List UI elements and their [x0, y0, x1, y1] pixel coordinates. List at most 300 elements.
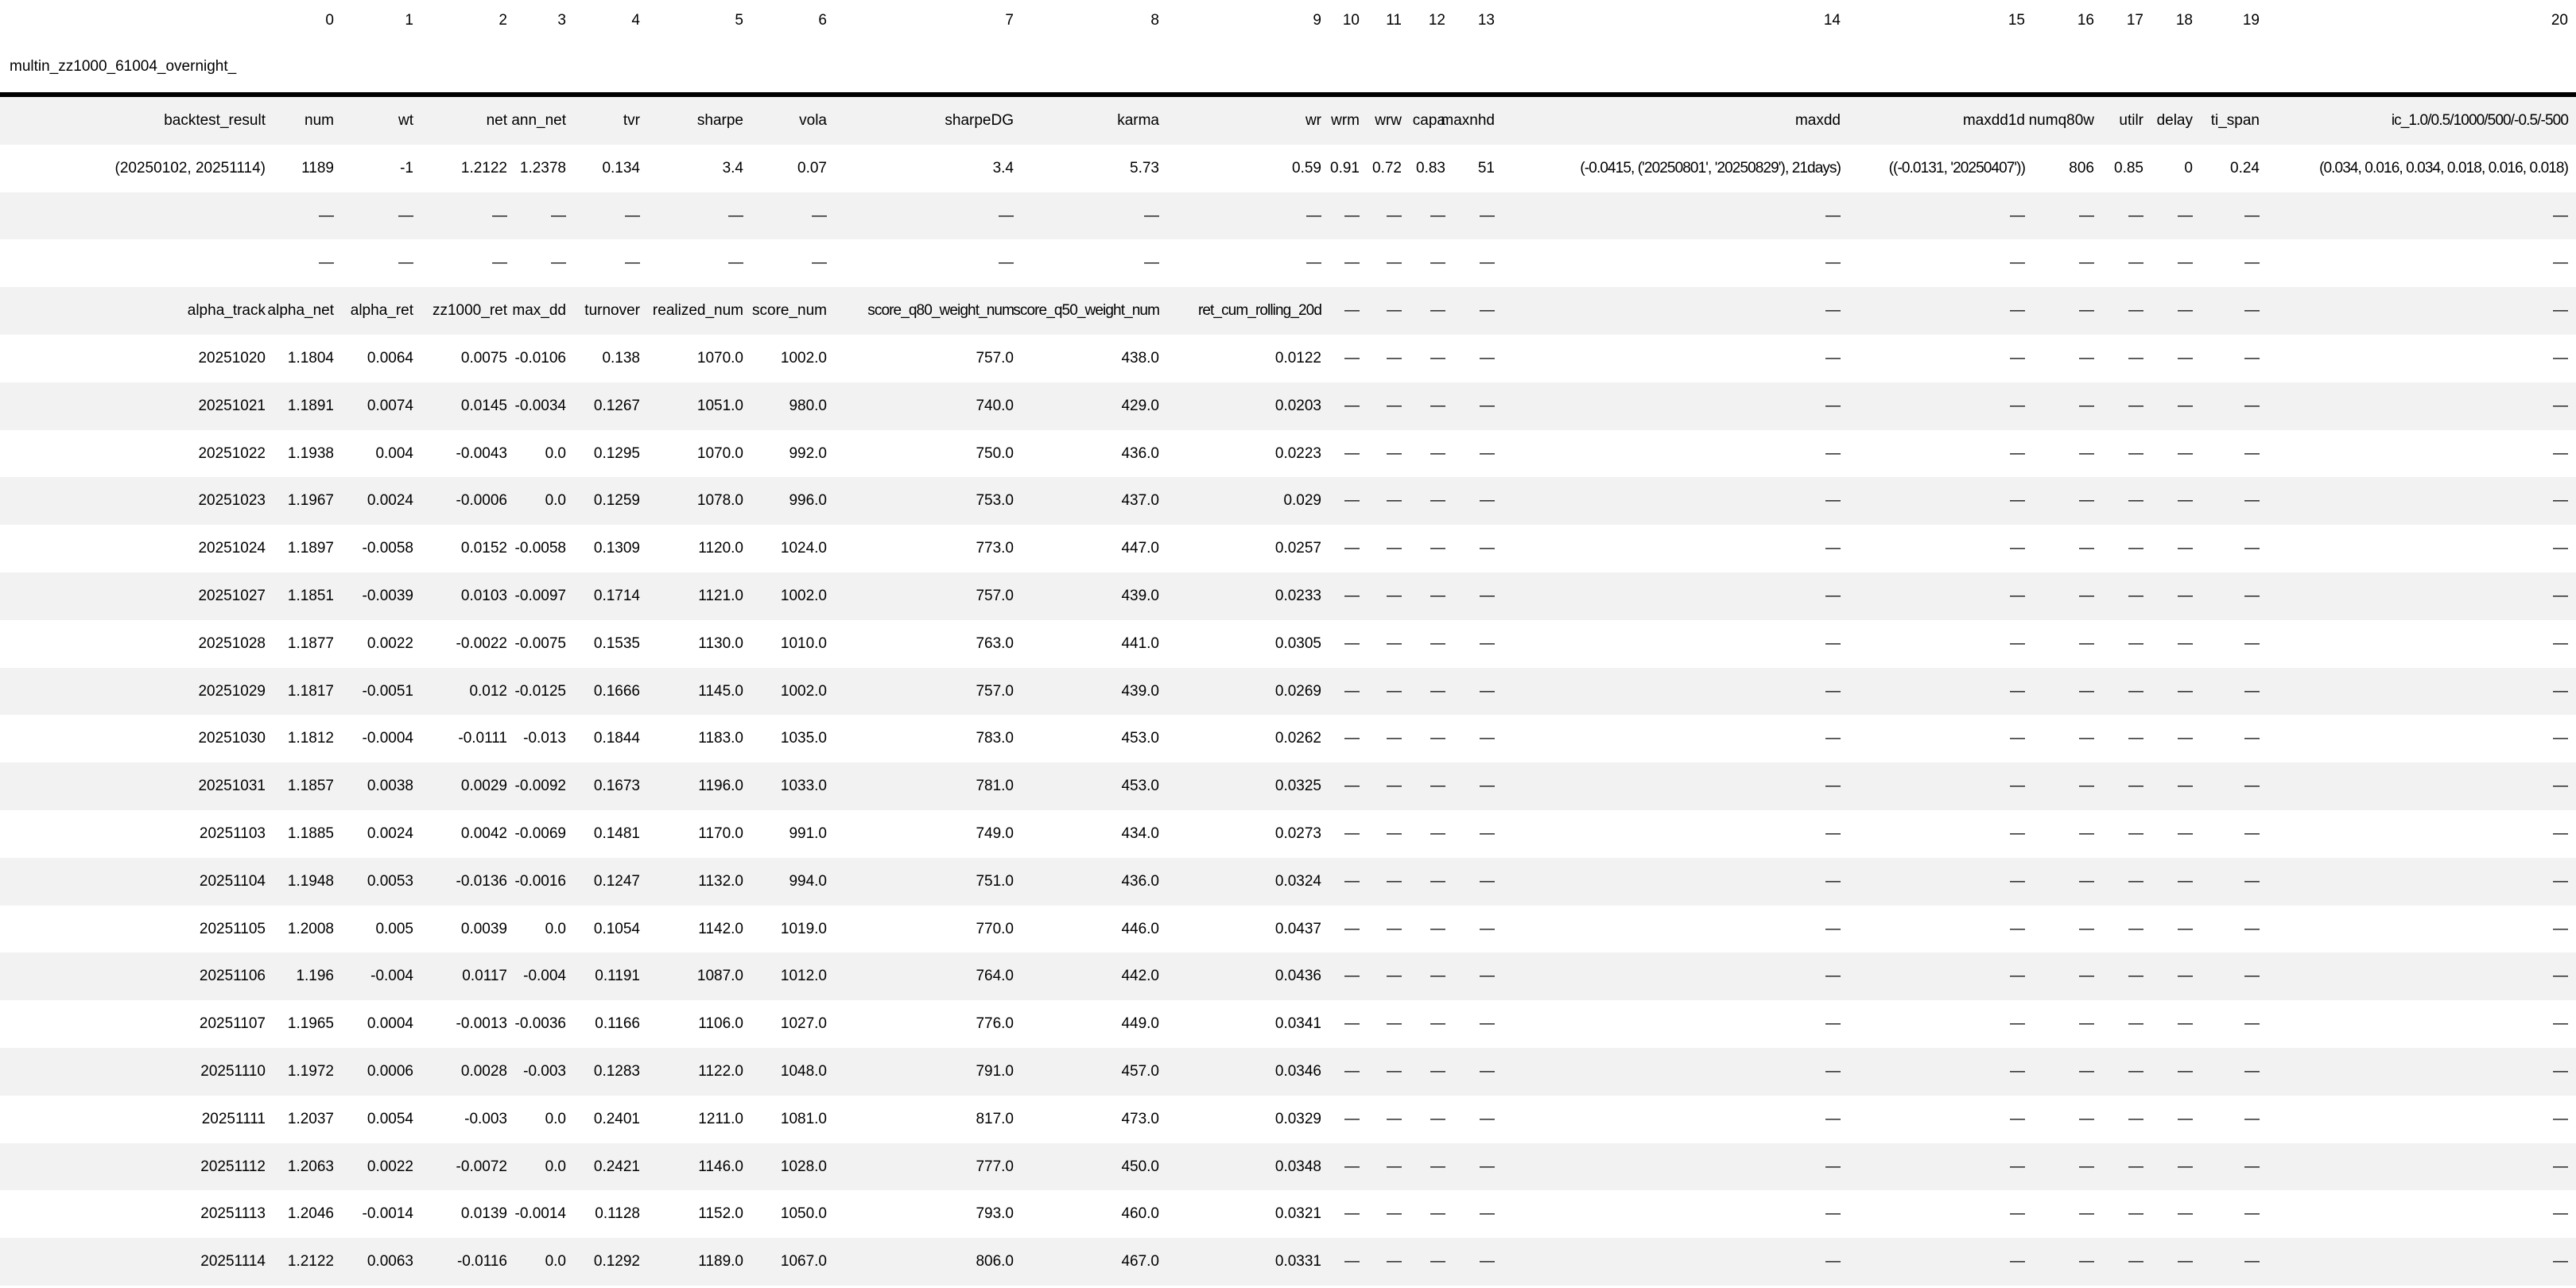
cell-value: 453.0 — [1121, 778, 1159, 795]
cell-value: wrw — [1375, 112, 1402, 129]
data-cell — [1453, 715, 1503, 762]
cell-value: 438.0 — [1121, 349, 1159, 367]
data-cell — [1368, 762, 1410, 810]
cell-value: — — [1387, 920, 1402, 937]
data-cell — [421, 1096, 515, 1143]
row-index: 20251106 — [199, 968, 266, 985]
data-cell — [1329, 525, 1368, 572]
data-cell — [2102, 239, 2151, 287]
data-cell — [2102, 668, 2151, 716]
data-cell — [421, 762, 515, 810]
cell-value: 0.0324 — [1274, 872, 1321, 890]
cell-value: — — [2244, 207, 2260, 224]
cell-value: — — [2079, 778, 2094, 795]
cell-value: — — [1480, 1205, 1495, 1223]
data-cell — [751, 572, 835, 620]
cell-value: — — [1430, 397, 1445, 414]
column-index: 4 — [631, 12, 640, 29]
data-cell — [2151, 335, 2201, 382]
cell-value: -0.0136 — [456, 872, 507, 890]
data-cell — [1329, 477, 1368, 525]
cell-value: — — [2553, 920, 2568, 937]
cell-value: — — [1344, 492, 1360, 510]
data-cell — [1022, 430, 1167, 478]
cell-value: -0.0111 — [458, 730, 507, 747]
data-cell — [1453, 525, 1503, 572]
data-cell — [835, 1190, 1022, 1238]
cell-value: 0.134 — [602, 159, 640, 177]
row-index: 20251112 — [200, 1158, 266, 1175]
table-row — [0, 762, 2576, 810]
data-cell — [1329, 762, 1368, 810]
cell-value: — — [1480, 778, 1495, 795]
data-cell — [1022, 620, 1167, 668]
row-index-cell — [0, 762, 278, 810]
cell-value: — — [2079, 824, 2094, 842]
cell-value: 1130.0 — [698, 634, 743, 652]
row-index: 20251022 — [198, 444, 266, 462]
data-cell — [278, 239, 342, 287]
data-cell — [1167, 145, 1329, 192]
data-cell — [648, 95, 751, 145]
row-index-cell — [0, 430, 278, 478]
cell-value: — — [492, 207, 507, 224]
data-cell — [278, 1190, 342, 1238]
data-cell — [421, 287, 515, 335]
row-index: 20251023 — [198, 492, 266, 510]
cell-value: -0.0039 — [362, 587, 413, 604]
cell-value: 0.0063 — [367, 1253, 413, 1271]
cell-value: — — [2178, 349, 2193, 367]
data-cell — [751, 382, 835, 430]
cell-value: 1051.0 — [696, 397, 743, 414]
data-cell — [1167, 525, 1329, 572]
cell-value: — — [2010, 302, 2025, 320]
data-cell — [1329, 239, 1368, 287]
cell-value: 0.1292 — [593, 1253, 640, 1271]
row-index-cell — [0, 810, 278, 858]
data-cell — [1503, 620, 1849, 668]
data-cell — [421, 668, 515, 716]
data-cell — [2102, 715, 2151, 762]
cell-value: — — [1344, 1015, 1360, 1033]
cell-value: — — [728, 207, 743, 224]
cell-value: maxdd1d — [1962, 112, 2025, 129]
row-index-cell — [0, 239, 278, 287]
data-cell — [1329, 430, 1368, 478]
cell-value: — — [1825, 634, 1841, 652]
cell-value: — — [1344, 778, 1360, 795]
cell-value: — — [2010, 730, 2025, 747]
cell-value: wt — [398, 112, 413, 129]
cell-value: — — [2244, 682, 2260, 700]
data-cell — [511, 95, 574, 145]
data-cell — [835, 810, 1022, 858]
cell-value: 750.0 — [976, 444, 1014, 462]
header-spacer-cell — [2102, 41, 2151, 95]
data-cell — [1849, 906, 2033, 953]
data-cell — [1167, 572, 1329, 620]
cell-value: 1120.0 — [698, 540, 743, 557]
cell-value: — — [1480, 540, 1495, 557]
data-cell — [648, 620, 751, 668]
cell-value: 1.2063 — [287, 1158, 334, 1175]
cell-value: 991.0 — [789, 824, 827, 842]
cell-value: — — [2178, 1253, 2193, 1271]
data-cell — [2201, 430, 2268, 478]
row-index: 20251020 — [198, 349, 266, 367]
data-cell — [421, 1143, 515, 1191]
data-cell — [574, 715, 648, 762]
data-cell — [1453, 1000, 1503, 1048]
cell-value: maxnhd — [1441, 112, 1495, 129]
table-row — [0, 525, 2576, 572]
data-cell — [1849, 810, 2033, 858]
cell-value: — — [2128, 634, 2143, 652]
data-cell — [1022, 952, 1167, 1000]
header-spacer-cell — [1849, 41, 2033, 95]
data-cell — [1329, 952, 1368, 1000]
column-index: 14 — [1823, 12, 1841, 29]
cell-value: — — [2010, 1015, 2025, 1033]
cell-value: — — [2244, 492, 2260, 510]
header-spacer-cell — [278, 41, 342, 95]
cell-value: — — [2553, 968, 2568, 985]
data-cell — [1503, 906, 1849, 953]
cell-value: — — [2128, 920, 2143, 937]
data-cell — [278, 335, 342, 382]
data-cell — [2268, 477, 2576, 525]
cell-value: — — [2128, 1205, 2143, 1223]
cell-value: -0.0043 — [456, 444, 507, 462]
cell-value: 1.1897 — [287, 540, 334, 557]
cell-value: — — [1430, 1110, 1445, 1127]
cell-value: — — [2010, 1205, 2025, 1223]
cell-value: — — [1387, 492, 1402, 510]
cell-value: — — [2128, 1062, 2143, 1080]
header-spacer-cell — [2033, 41, 2102, 95]
data-cell — [751, 952, 835, 1000]
cell-value: 0.0 — [545, 1158, 566, 1175]
data-cell — [1503, 1190, 1849, 1238]
data-cell — [278, 858, 342, 906]
data-cell — [1022, 1000, 1167, 1048]
data-cell — [1410, 525, 1453, 572]
cell-value: — — [2244, 1062, 2260, 1080]
data-cell — [2151, 858, 2201, 906]
cell-value: 436.0 — [1121, 872, 1159, 890]
data-cell — [2033, 668, 2102, 716]
cell-value: 51 — [1477, 159, 1495, 177]
cell-value: — — [1480, 397, 1495, 414]
cell-value: — — [398, 254, 413, 272]
cell-value: — — [1430, 778, 1445, 795]
data-cell — [1013, 287, 1167, 335]
cell-value: -0.0006 — [456, 492, 507, 510]
cell-value: — — [1825, 1253, 1841, 1271]
cell-value: 0.0039 — [460, 920, 507, 937]
cell-value: maxdd — [1794, 112, 1841, 129]
data-cell — [1167, 1000, 1329, 1048]
data-cell — [421, 95, 515, 145]
cell-value: — — [1144, 254, 1159, 272]
cell-value: 0.1267 — [593, 397, 640, 414]
cell-value: — — [1825, 444, 1841, 462]
data-cell — [1453, 1190, 1503, 1238]
cell-value: — — [812, 207, 827, 224]
cell-value: 806.0 — [976, 1253, 1014, 1271]
data-cell — [648, 335, 751, 382]
cell-value: — — [1387, 1062, 1402, 1080]
data-cell — [1849, 192, 2033, 240]
data-cell — [1368, 287, 1410, 335]
cell-value: — — [1387, 444, 1402, 462]
cell-value: — — [1344, 1062, 1360, 1080]
data-cell — [1503, 430, 1849, 478]
data-cell — [421, 1000, 515, 1048]
data-cell — [648, 1143, 751, 1191]
column-index-row — [0, 0, 2576, 41]
cell-value: -0.013 — [523, 730, 566, 747]
cell-value: — — [2178, 778, 2193, 795]
data-cell — [2033, 145, 2102, 192]
cell-value: 1.1972 — [287, 1062, 334, 1080]
table-row — [0, 810, 2576, 858]
data-cell — [515, 810, 574, 858]
column-index: 20 — [2551, 12, 2568, 29]
row-index: 20251114 — [200, 1253, 266, 1271]
table-row — [0, 335, 2576, 382]
cell-value: 0.0024 — [367, 492, 413, 510]
cell-value: — — [2553, 1062, 2568, 1080]
cell-value: net — [486, 112, 507, 129]
data-cell — [574, 382, 648, 430]
cell-value: — — [2010, 349, 2025, 367]
data-cell — [1329, 1048, 1368, 1096]
data-cell — [1368, 1143, 1410, 1191]
data-cell — [1368, 477, 1410, 525]
data-cell — [751, 1238, 835, 1286]
data-cell — [515, 192, 574, 240]
data-cell — [342, 858, 421, 906]
data-cell — [2151, 95, 2201, 145]
data-cell — [2201, 620, 2268, 668]
cell-value: — — [2178, 254, 2193, 272]
data-cell — [2033, 906, 2102, 953]
header-spacer-cell — [2268, 41, 2576, 95]
cell-value: — — [2128, 1015, 2143, 1033]
cell-value: 0.0152 — [460, 540, 507, 557]
data-cell — [515, 1238, 574, 1286]
data-cell — [2151, 620, 2201, 668]
data-cell — [1368, 95, 1410, 145]
cell-value: sharpeDG — [945, 112, 1014, 129]
data-cell — [835, 952, 1022, 1000]
cell-value: 0.0139 — [460, 1205, 507, 1223]
data-cell — [2033, 1000, 2102, 1048]
cell-value: — — [2128, 1158, 2143, 1175]
cell-value: 992.0 — [789, 444, 827, 462]
header-spacer-cell — [2151, 41, 2201, 95]
data-cell — [1849, 668, 2033, 716]
column-index: 7 — [1005, 12, 1014, 29]
data-cell — [1453, 1096, 1503, 1143]
header-spacer-cell — [2201, 41, 2268, 95]
cell-value: 1028.0 — [780, 1158, 827, 1175]
row-index: 20251029 — [198, 682, 266, 700]
cell-value: — — [1480, 254, 1495, 272]
cell-value: — — [2244, 587, 2260, 604]
cell-value: — — [1480, 920, 1495, 937]
header-spacer-cell — [835, 41, 1022, 95]
cell-value: -0.0051 — [362, 682, 413, 700]
data-cell — [1849, 430, 2033, 478]
cell-value: — — [2178, 682, 2193, 700]
data-cell — [1849, 287, 2033, 335]
row-index-cell — [0, 1143, 278, 1191]
cell-value: — — [2244, 254, 2260, 272]
row-index-cell — [0, 1238, 278, 1286]
cell-value: — — [1387, 1015, 1402, 1033]
data-cell — [751, 1048, 835, 1096]
column-index: 6 — [818, 12, 827, 29]
cell-value: 1070.0 — [696, 444, 743, 462]
data-cell — [2268, 1048, 2576, 1096]
cell-value: — — [2010, 540, 2025, 557]
data-cell — [835, 858, 1022, 906]
cell-value: — — [551, 254, 566, 272]
cell-value: — — [1430, 1015, 1445, 1033]
data-cell — [648, 477, 751, 525]
cell-value: 806 — [2069, 159, 2094, 177]
cell-value: -0.0075 — [514, 634, 566, 652]
cell-value: — — [1430, 1253, 1445, 1271]
data-cell — [1503, 572, 1849, 620]
data-cell — [2268, 335, 2576, 382]
table-row — [0, 620, 2576, 668]
data-cell — [2102, 1190, 2151, 1238]
data-cell — [421, 952, 515, 1000]
cell-value: — — [2010, 207, 2025, 224]
cell-value: ((-0.0131, '20250407')) — [1888, 159, 2025, 177]
data-cell — [1167, 335, 1329, 382]
data-cell — [2151, 145, 2201, 192]
data-cell — [1167, 239, 1329, 287]
cell-value: 0.005 — [375, 920, 413, 937]
cell-value: 1050.0 — [780, 1205, 827, 1223]
data-cell — [1453, 239, 1503, 287]
data-cell — [1368, 192, 1410, 240]
data-cell — [2268, 668, 2576, 716]
header-spacer-cell — [1503, 41, 1849, 95]
cell-value: — — [1344, 872, 1360, 890]
cell-value: 0.012 — [469, 682, 507, 700]
cell-value: — — [999, 254, 1014, 272]
data-cell — [2201, 525, 2268, 572]
data-cell — [751, 1000, 835, 1048]
data-cell — [2102, 335, 2151, 382]
cell-value: — — [1480, 1062, 1495, 1080]
cell-value: — — [1480, 634, 1495, 652]
data-cell — [2201, 382, 2268, 430]
cell-value: — — [1825, 968, 1841, 985]
data-cell — [1410, 858, 1453, 906]
data-cell — [2268, 1096, 2576, 1143]
cell-value: 1.2008 — [287, 920, 334, 937]
data-cell — [1368, 525, 1410, 572]
row-index-cell — [0, 906, 278, 953]
data-cell — [1329, 572, 1368, 620]
data-cell — [278, 620, 342, 668]
cell-value: -0.0004 — [362, 730, 413, 747]
cell-value: — — [1144, 207, 1159, 224]
cell-value: — — [1387, 634, 1402, 652]
cell-value: 0.0 — [545, 444, 566, 462]
data-cell — [278, 95, 342, 145]
table-row — [0, 952, 2576, 1000]
data-cell — [835, 715, 1022, 762]
data-cell — [574, 952, 648, 1000]
data-cell — [1022, 762, 1167, 810]
data-cell — [1329, 668, 1368, 716]
data-cell — [421, 430, 515, 478]
cell-value: 1.2122 — [460, 159, 507, 177]
data-cell — [751, 525, 835, 572]
cell-value: — — [2178, 1205, 2193, 1223]
row-index-cell — [0, 145, 278, 192]
data-cell — [1849, 1048, 2033, 1096]
cell-value: — — [2178, 824, 2193, 842]
data-cell — [1368, 1096, 1410, 1143]
data-cell — [751, 762, 835, 810]
data-cell — [1453, 145, 1503, 192]
cell-value: — — [1430, 587, 1445, 604]
cell-value: — — [2128, 587, 2143, 604]
cell-value: -0.003 — [523, 1062, 566, 1080]
data-cell — [1410, 715, 1453, 762]
cell-value: 1.1817 — [287, 682, 334, 700]
data-cell — [1503, 95, 1849, 145]
cell-value: 1002.0 — [780, 587, 827, 604]
cell-value: 0.1128 — [595, 1205, 640, 1223]
cell-value: 1.1967 — [287, 492, 334, 510]
row-index-cell — [0, 572, 278, 620]
cell-value: — — [1430, 682, 1445, 700]
cell-value: 0.83 — [1416, 159, 1445, 177]
column-index: 11 — [1386, 12, 1402, 29]
data-cell — [515, 906, 574, 953]
data-cell — [1410, 1238, 1453, 1286]
cell-value: — — [1430, 730, 1445, 747]
table-row — [0, 572, 2576, 620]
row-index-cell — [0, 1096, 278, 1143]
cell-value: — — [2079, 492, 2094, 510]
data-cell — [515, 1190, 574, 1238]
cell-value: — — [1430, 1158, 1445, 1175]
row-index-cell — [0, 1000, 278, 1048]
row-index: 20251103 — [199, 824, 266, 842]
cell-value: — — [2010, 778, 2025, 795]
data-cell — [1849, 477, 2033, 525]
cell-value: — — [1430, 254, 1445, 272]
data-cell — [278, 810, 342, 858]
data-cell — [1368, 715, 1410, 762]
data-cell — [574, 477, 648, 525]
data-cell — [2151, 239, 2201, 287]
cell-value: — — [2079, 207, 2094, 224]
cell-value: — — [1344, 824, 1360, 842]
data-cell — [1503, 239, 1849, 287]
